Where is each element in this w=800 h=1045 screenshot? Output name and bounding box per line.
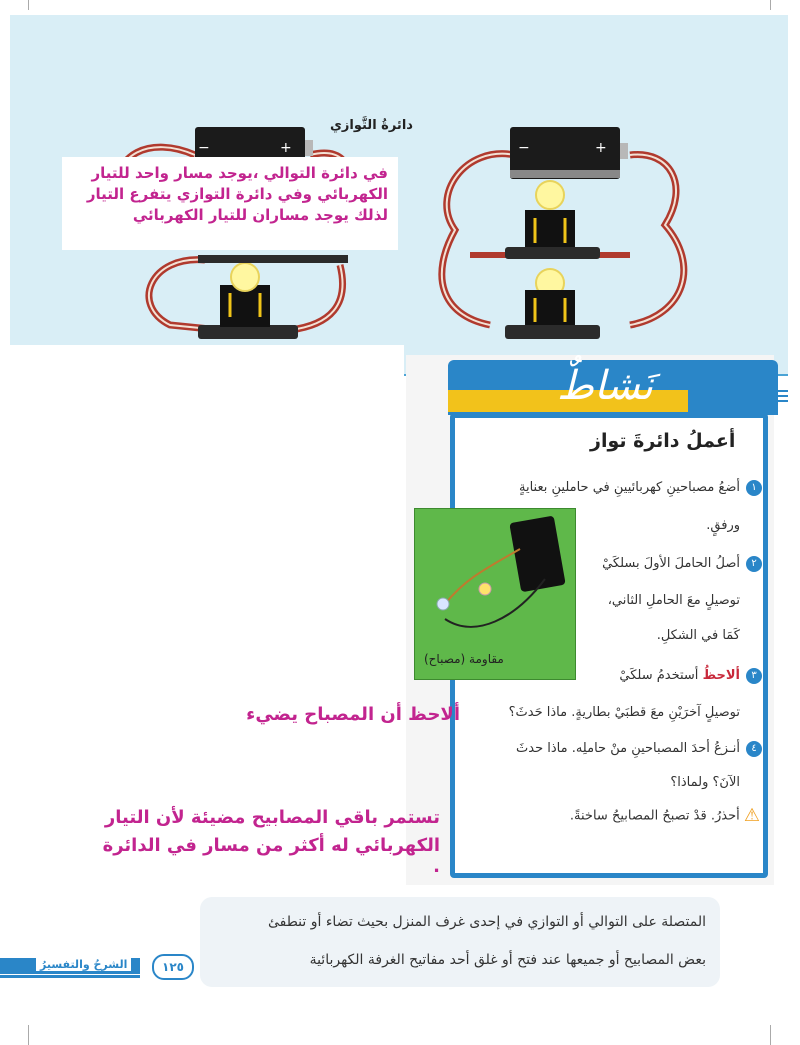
activity-step-continued: ورفقٍ. bbox=[706, 518, 740, 533]
right-circuit bbox=[442, 127, 684, 339]
activity-step bbox=[470, 733, 762, 765]
bottom-text-box bbox=[200, 897, 720, 987]
circuit-explanation-note: في دائرة التوالي ،يوجد مسار واحد للتيار الكهربائي وفي دائرة التوازي يتفرع التيار لذلك يوجد مساران للتيار الكهربائي bbox=[62, 157, 398, 250]
battery-plus-sign: + bbox=[280, 140, 292, 156]
blank-area bbox=[10, 345, 404, 500]
activity-step-continued: الآنَ؟ ولماذا؟ bbox=[670, 775, 740, 790]
step-number: ٣ bbox=[746, 668, 762, 684]
parallel-circuit-label: دائرةُ التَّوازي bbox=[330, 118, 413, 133]
activity-step-continued: توصيلٍ آخرَيْنِ معَ قطبَيْ بطاريةٍ. ماذا حَدثَ؟ bbox=[508, 705, 740, 720]
step-text: أصلُ الحاملَ الأولَ بسلكَيْ bbox=[602, 556, 740, 571]
activity-step bbox=[600, 660, 762, 692]
activity-step bbox=[580, 548, 762, 580]
footer-underline bbox=[0, 975, 140, 978]
menu-lines-icon bbox=[770, 390, 788, 405]
activity-step bbox=[470, 472, 762, 504]
bottom-text-line2: بعض المصابيح أو جميعها عند فتح أو غلق أحد مفاتيح الغرفة الكهربائية bbox=[309, 952, 706, 968]
crop-mark bbox=[770, 0, 771, 10]
photo-caption: مقاومة (مصباح) bbox=[424, 652, 504, 666]
step-number: ١ bbox=[746, 480, 762, 496]
activity-subtitle: أعملُ دائرةَ تواز bbox=[590, 430, 736, 452]
crop-mark bbox=[28, 1025, 29, 1045]
page-number: ١٢٥ bbox=[152, 954, 194, 980]
step-text: أنـزعُ أحدَ المصباحينِ منْ حاملِه. ماذا حدثَ bbox=[516, 741, 740, 756]
bottom-text-line1: المتصلة على التوالي أو التوازي في إحدى غرف المنزل بحيث تضاء أو تنطفئ bbox=[267, 914, 706, 930]
crop-mark bbox=[770, 1025, 771, 1045]
battery-plus-sign: + bbox=[595, 140, 607, 156]
step-number: ٤ bbox=[746, 741, 762, 757]
caution-text: أحذرُ. قدْ تصبحُ المصابيحُ ساخنةً. bbox=[569, 808, 740, 824]
footer-section-label: الشرحُ والتفسيرُ bbox=[36, 958, 131, 971]
step-number: ٢ bbox=[746, 556, 762, 572]
activity-title: نَشاطٌ bbox=[557, 363, 653, 409]
step-text: أضعُ مصباحينِ كهربائيينِ في حاملينِ بعنايةٍ bbox=[519, 480, 740, 495]
battery-minus-sign: − bbox=[518, 140, 530, 156]
caution-note bbox=[480, 800, 760, 833]
observe-keyword: ألاحظُ bbox=[702, 668, 740, 683]
answer-explanation-line1: تستمر باقي المصابيح مضيئة لأن التيار bbox=[104, 807, 440, 828]
answer-explanation-line2: الكهربائي له أكثر من مسار في الدائرة . bbox=[102, 835, 440, 877]
battery-minus-sign: − bbox=[198, 140, 210, 156]
warning-icon: ⚠ bbox=[743, 805, 760, 826]
activity-step-continued: توصيلٍ معَ الحاملِ الثاني، bbox=[607, 593, 740, 608]
step-text: أستخدمُ سلكَيْ bbox=[619, 668, 699, 683]
activity-step-continued: كَمَا في الشكلِ. bbox=[656, 628, 740, 643]
answer-observation: ألاحظ أن المصباح يضيء bbox=[246, 704, 460, 725]
crop-mark bbox=[28, 0, 29, 10]
